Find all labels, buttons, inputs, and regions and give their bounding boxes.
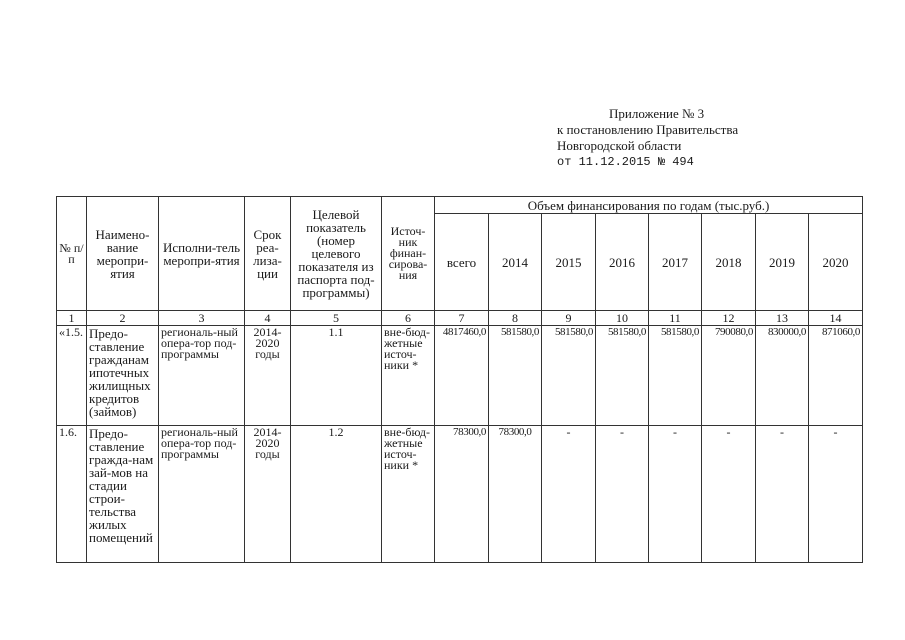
col-number: 13	[756, 311, 809, 326]
col-number: 11	[649, 311, 702, 326]
header-year-2014: 2014	[489, 214, 542, 311]
value-2017: 581580,0	[649, 326, 702, 426]
row-indicator: 1.1	[291, 326, 382, 426]
table-row	[57, 426, 863, 563]
value-2020: -	[809, 426, 863, 563]
value-2016: -	[596, 426, 649, 563]
col-number: 8	[489, 311, 542, 326]
value-2015: -	[542, 426, 596, 563]
value-total: 78300,0	[435, 426, 489, 563]
col-number: 2	[87, 311, 159, 326]
col-number: 10	[596, 311, 649, 326]
column-number-row	[57, 311, 863, 326]
col-number: 4	[245, 311, 291, 326]
header-year-2018: 2018	[702, 214, 756, 311]
value-2018: -	[702, 426, 756, 563]
row-indicator: 1.2	[291, 426, 382, 563]
appendix-number: Приложение № 3	[609, 106, 705, 121]
value-2018: 790080,0	[702, 326, 756, 426]
header-year-2020: 2020	[809, 214, 863, 311]
table-row	[57, 326, 863, 426]
row-source: вне-бюд-жетные источ-ники *	[382, 426, 435, 563]
value-2016: 581580,0	[596, 326, 649, 426]
appendix-header	[557, 106, 738, 170]
col-number: 6	[382, 311, 435, 326]
row-num: 1.6.	[57, 426, 87, 563]
value-2019: 830000,0	[756, 326, 809, 426]
value-2019: -	[756, 426, 809, 563]
header-year-2016: 2016	[596, 214, 649, 311]
col-number: 5	[291, 311, 382, 326]
row-source: вне-бюд-жетные источ-ники *	[382, 326, 435, 426]
header-funding: Объем финансирования по годам (тыс.руб.)	[435, 197, 863, 214]
header-year-2015: 2015	[542, 214, 596, 311]
value-2015: 581580,0	[542, 326, 596, 426]
appendix-region: Новгородской области	[557, 138, 682, 153]
col-number: 1	[57, 311, 87, 326]
header-source: Источ-ник финан-сирова-ния	[382, 197, 435, 311]
value-2017: -	[649, 426, 702, 563]
value-2020: 871060,0	[809, 326, 863, 426]
header-year-total: всего	[435, 214, 489, 311]
col-number: 9	[542, 311, 596, 326]
header-year-2019: 2019	[756, 214, 809, 311]
row-term: 2014-2020 годы	[245, 326, 291, 426]
header-executor: Исполни-тель меропри-ятия	[159, 197, 245, 311]
value-2014: 581580,0	[489, 326, 542, 426]
header-term: Срок реа-лиза-ции	[245, 197, 291, 311]
row-name: Предо-ставление гражданам ипотечных жилищных кредитов (займов)	[87, 326, 159, 426]
value-2014: 78300,0	[489, 426, 542, 563]
funding-table	[56, 196, 863, 563]
row-term: 2014-2020 годы	[245, 426, 291, 563]
row-num: «1.5.	[57, 326, 87, 426]
col-number: 12	[702, 311, 756, 326]
col-number: 3	[159, 311, 245, 326]
row-name: Предо-ставление гражда-нам зай-мов на стадии строи-тельства жилых помещений	[87, 426, 159, 563]
header-indicator: Целевой показатель (номер целевого показателя из паспорта под-программы)	[291, 197, 382, 311]
row-executor: региональ-ный опера-тор под-программы	[159, 426, 245, 563]
value-total: 4817460,0	[435, 326, 489, 426]
col-number: 7	[435, 311, 489, 326]
header-num: № п/п	[57, 197, 87, 311]
header-name: Наимено-вание меропри-ятия	[87, 197, 159, 311]
appendix-resolution: к постановлению Правительства	[557, 122, 739, 137]
row-executor: региональ-ный опера-тор под-программы	[159, 326, 245, 426]
col-number: 14	[809, 311, 863, 326]
header-year-2017: 2017	[649, 214, 702, 311]
appendix-date: от 11.12.2015 № 494	[557, 155, 694, 169]
